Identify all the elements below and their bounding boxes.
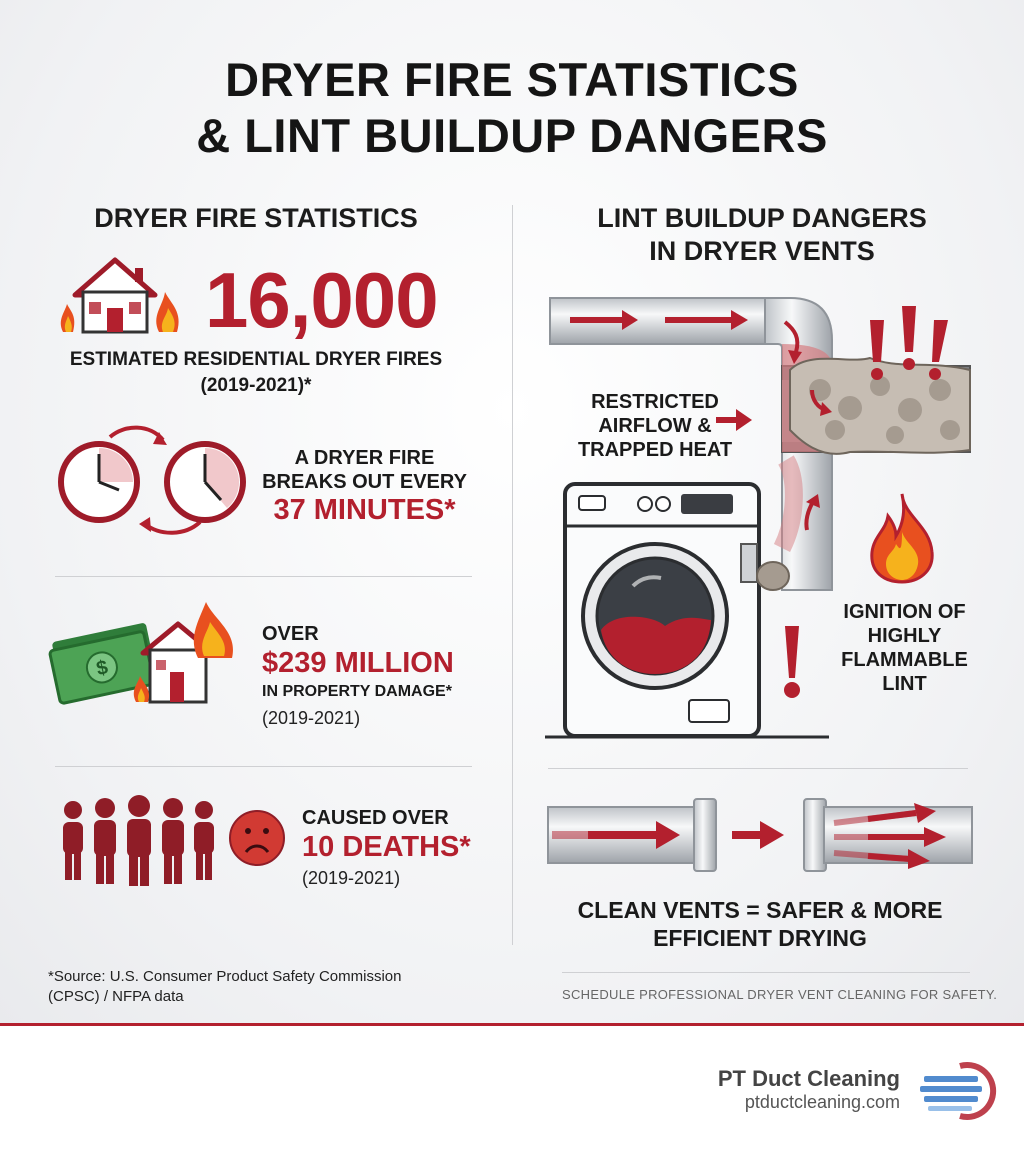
- damage-years: (2019-2021): [262, 708, 361, 728]
- right-divider-1: [548, 768, 968, 769]
- clocks-icon: [55, 420, 250, 540]
- source-note: [48, 967, 401, 1007]
- left-divider-1: [55, 576, 472, 577]
- left-divider-2: [55, 766, 472, 767]
- fire-frequency-line-2: BREAKS OUT EVERY: [262, 471, 467, 493]
- deaths-years: (2019-2021): [302, 868, 401, 888]
- ignition-label: [822, 600, 987, 696]
- main-title: [0, 52, 1024, 164]
- brand-name: PT Duct Cleaning: [717, 1066, 900, 1091]
- deaths-highlight: 10 DEATHS*: [302, 831, 471, 863]
- clean-vents-caption: [512, 896, 1008, 952]
- right-section-heading-line-1: LINT BUILDUP DANGERS: [597, 203, 927, 233]
- people-sad-face-icon: [57, 798, 297, 888]
- restricted-line-3: TRAPPED HEAT: [577, 439, 733, 461]
- clean-vents-line-2: EFFICIENT DRYING: [653, 925, 867, 951]
- damage-highlight: $239 MILLION: [262, 647, 454, 679]
- svg-text:$: $: [94, 656, 110, 681]
- deaths-line-1: CAUSED OVER: [302, 807, 449, 829]
- right-divider-2: [562, 972, 970, 973]
- fires-count-caption: ESTIMATED RESIDENTIAL DRYER FIRES: [69, 349, 443, 370]
- main-title-line-1: DRYER FIRE STATISTICS: [225, 53, 799, 106]
- clean-vents-line-1: CLEAN VENTS = SAFER & MORE: [577, 897, 943, 923]
- ignition-line-3: FLAMMABLE: [841, 649, 968, 671]
- fire-frequency-line-1: A DRYER FIRE: [294, 447, 435, 469]
- cleaning-cta: SCHEDULE PROFESSIONAL DRYER VENT CLEANING FOR SAFETY.: [562, 987, 998, 1002]
- fires-count-value: 16,000: [205, 256, 438, 344]
- damage-line-2: IN PROPERTY DAMAGE*: [262, 683, 452, 700]
- ignition-line-1: IGNITION OF: [843, 601, 966, 623]
- house-fire-icon: [55, 250, 195, 336]
- source-line-2: (CPSC) / NFPA data: [48, 988, 184, 1005]
- flame-icon: [866, 492, 938, 584]
- restricted-airflow-label: [555, 390, 755, 462]
- restricted-line-1: RESTRICTED: [591, 391, 719, 413]
- restricted-line-2: AIRFLOW &: [598, 415, 712, 437]
- brand-logo-icon: [920, 1062, 1002, 1120]
- money-house-fire-icon: [48, 598, 243, 708]
- ignition-line-2: HIGHLY: [867, 625, 942, 647]
- damage-line-1: OVER: [262, 623, 319, 645]
- main-title-line-2: & LINT BUILDUP DANGERS: [196, 109, 828, 162]
- ignition-line-4: LINT: [882, 673, 927, 695]
- fires-count-years: (2019-2021)*: [200, 375, 312, 396]
- right-section-heading-line-2: IN DRYER VENTS: [649, 236, 875, 266]
- left-section-heading: DRYER FIRE STATISTICS: [94, 203, 418, 233]
- source-line-1: *Source: U.S. Consumer Product Safety Commission: [48, 968, 402, 985]
- clean-vents-illustration: [548, 795, 972, 880]
- fire-frequency-highlight: 37 MINUTES*: [273, 494, 456, 526]
- column-divider: [512, 205, 513, 945]
- brand-url: ptductcleaning.com: [744, 1092, 900, 1112]
